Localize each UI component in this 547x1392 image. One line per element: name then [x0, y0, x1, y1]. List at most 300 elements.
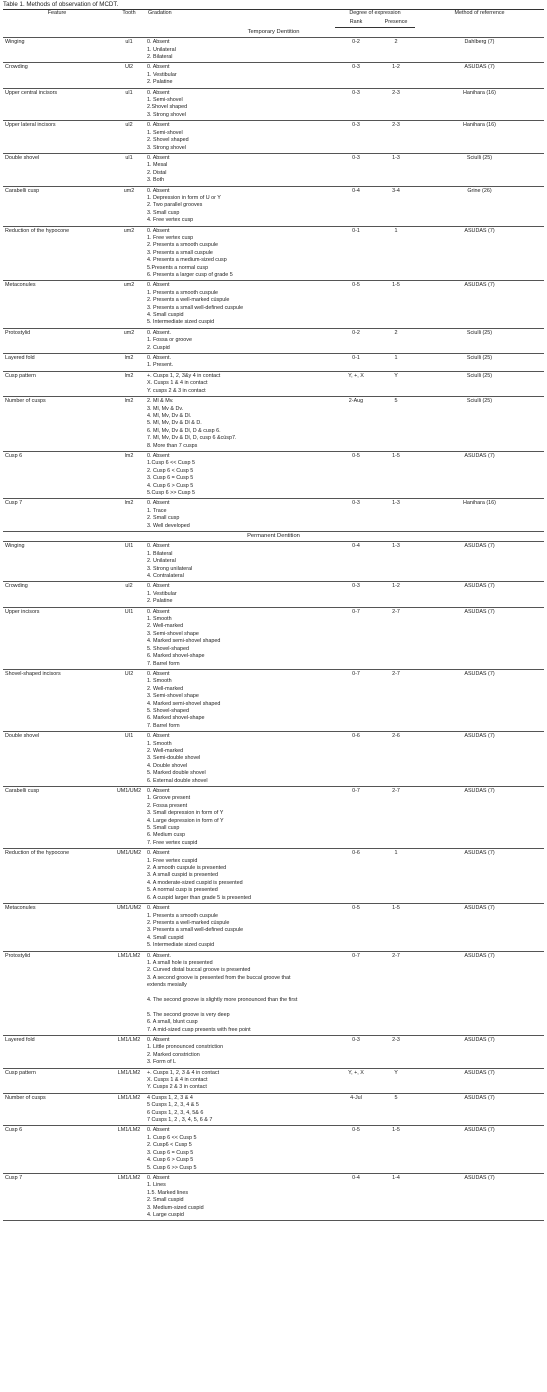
gradation-line: 0. Absent [147, 227, 170, 234]
presence-cell: 2 [377, 38, 415, 63]
gradation-cell [147, 451, 335, 498]
gradation-line: 1. Fossa or groove [147, 337, 192, 344]
gradation-cell [147, 1068, 335, 1093]
gradation-line: 3. Medium-sized cuspid [147, 1204, 204, 1211]
feature-cell: Winging [3, 542, 111, 582]
reference-cell: ASUDAS (7) [415, 542, 544, 582]
tooth-cell: ul1 [111, 88, 147, 121]
gradation-line: 1. Cusp 6 << Cusp 5 [147, 1134, 197, 1141]
feature-cell: Layered fold [3, 354, 111, 372]
gradation-line: 1. Smooth [147, 740, 172, 747]
gradation-line: X. Cusps 1 & 4 in contact [147, 1077, 208, 1084]
gradation-cell [147, 849, 335, 904]
feature-cell: Protostylid [3, 328, 111, 353]
presence-cell: 1-3 [377, 542, 415, 582]
presence-cell: 1 [377, 849, 415, 904]
gradation-line: 0. Absent. [147, 329, 171, 336]
rank-cell: Y, +, X [335, 1068, 377, 1093]
presence-cell: 1-2 [377, 582, 415, 607]
reference-cell: Hanihara (16) [415, 499, 544, 532]
presence-cell: 1-3 [377, 499, 415, 532]
feature-cell: Cusp 7 [3, 499, 111, 532]
feature-cell: Cusp 6 [3, 451, 111, 498]
gradation-line: 1. Lines [147, 1182, 166, 1189]
gradation-line: 4 Cusps 1, 2, 3 & 4 [147, 1094, 193, 1101]
tooth-cell: lm2 [111, 354, 147, 372]
gradation-line: 0. Absent [147, 1174, 170, 1181]
rank-cell: 0-4 [335, 1173, 377, 1220]
gradation-line: 1. Presents a smooth cuspule [147, 289, 219, 296]
tooth-cell: um2 [111, 328, 147, 353]
gradation-line: 7. Free vertex cuspid [147, 839, 198, 846]
presence-cell: 2-3 [377, 88, 415, 121]
reference-cell: ASUDAS (7) [415, 951, 544, 1035]
gradation-line: 2. Curved distal buccal groove is presented [147, 967, 251, 974]
gradation-line: 6 Cusps 1, 2, 3, 4, 5& 6 [147, 1109, 204, 1116]
presence-cell: 1-3 [377, 153, 415, 186]
gradation-line: 2. Cusp6 < Cusp 5 [147, 1142, 192, 1149]
gradation-line: 4. Free vertex cusp [147, 217, 194, 224]
gradation-line: 4. Double shovel [147, 762, 188, 769]
gradation-line: 2. Ml & Mv. [147, 398, 174, 405]
gradation-line [147, 990, 335, 997]
presence-cell: 2-7 [377, 607, 415, 669]
gradation-cell [147, 153, 335, 186]
table-row [3, 121, 544, 154]
reference-cell: ASUDAS (7) [415, 63, 544, 88]
feature-cell: Cusp pattern [3, 1068, 111, 1093]
table-row [3, 607, 544, 669]
reference-cell: Sciulli (25) [415, 354, 544, 372]
gradation-line: 2. Bilateral [147, 54, 173, 61]
gradation-line: 0. Absent [147, 850, 170, 857]
tooth-cell: UI2 [111, 669, 147, 731]
presence-cell: 1-5 [377, 451, 415, 498]
feature-cell: Carabelli cusp [3, 186, 111, 226]
gradation-line: 2. Palatine [147, 79, 173, 86]
table-row [3, 542, 544, 582]
gradation-line: 6. Presents a larger cusp of grade 5 [147, 272, 233, 278]
table-row [3, 281, 544, 328]
gradation-cell [147, 904, 335, 951]
gradation-line: 5. Shovel-shaped [147, 707, 189, 714]
feature-cell: Double shovel [3, 732, 111, 787]
presence-cell: 2-7 [377, 951, 415, 1035]
gradation-cell [147, 88, 335, 121]
gradation-line: 7. Barrel form [147, 660, 180, 667]
gradation-cell [147, 38, 335, 63]
gradation-line: Y. cusps 2 & 3 in contact [147, 387, 206, 394]
gradation-line: 5. Intermediate sized cuspid [147, 319, 215, 326]
gradation-cell [147, 607, 335, 669]
presence-cell: Y [377, 371, 415, 396]
gradation-line: 0. Absent [147, 543, 170, 550]
feature-cell: Double shovel [3, 153, 111, 186]
tooth-cell: UM1/UM2 [111, 849, 147, 904]
presence-cell: 1-2 [377, 63, 415, 88]
feature-cell: Number of cusps [3, 397, 111, 452]
gradation-line: 4. Small cuspid [147, 312, 184, 319]
gradation-line: 0. Absent [147, 154, 170, 161]
gradation-line: 4. A moderate-sized cuspid is presented [147, 879, 243, 886]
table-row [3, 63, 544, 88]
tooth-cell: UI1 [111, 607, 147, 669]
presence-cell: 2-7 [377, 787, 415, 849]
gradation-line: +. Cusps 1, 2, 3&y 4 in contact [147, 372, 221, 379]
gradation-line: 1. Groove present [147, 795, 191, 802]
gradation-cell [147, 121, 335, 154]
rank-cell: 4-Jul [335, 1093, 377, 1126]
feature-cell: Shovel-shaped incisors [3, 669, 111, 731]
gradation-line: 3. Cusp 6 = Cusp 5 [147, 475, 194, 482]
gradation-cell [147, 669, 335, 731]
gradation-line: 3. Strong shovel [147, 144, 186, 151]
rank-cell: 0-6 [335, 732, 377, 787]
gradation-line: 1. Little pronounced constriction [147, 1044, 224, 1051]
rank-cell: Y, +, X [335, 371, 377, 396]
table-row [3, 1068, 544, 1093]
gradation-line: 3. Small cusp [147, 209, 180, 216]
presence-cell: 1 [377, 354, 415, 372]
gradation-line: 1.5. Marked lines [147, 1189, 189, 1196]
gradation-cell [147, 1126, 335, 1173]
gradation-cell [147, 732, 335, 787]
gradation-line: +. Cusps 1, 2, 3 & 4 in contact [147, 1069, 220, 1076]
rank-cell: 0-7 [335, 669, 377, 731]
gradation-line: Y. Cusps 2 & 3 in contact [147, 1084, 207, 1091]
gradation-line: 2. Cuspid [147, 344, 170, 351]
gradation-cell [147, 499, 335, 532]
gradation-line: 4. Large cuspid [147, 1211, 184, 1218]
presence-cell: 1-5 [377, 281, 415, 328]
gradation-line: 1. Semi-shovel [147, 129, 183, 136]
tooth-cell: lm2 [111, 451, 147, 498]
gradation-cell [147, 582, 335, 607]
gradation-line: 6. Ml, Mv, Dv & Dl, D & cusp 6. [147, 427, 221, 434]
feature-cell: Protostylid [3, 951, 111, 1035]
mcdt-table [3, 9, 544, 1221]
feature-cell: Upper central incisors [3, 88, 111, 121]
gradation-line: 2. A smooth cuspule is presented [147, 865, 227, 872]
rank-cell: 0-3 [335, 63, 377, 88]
rank-cell: 0-5 [335, 281, 377, 328]
table-row [3, 1173, 544, 1220]
feature-cell: Carabelli cusp [3, 787, 111, 849]
table-row [3, 499, 544, 532]
table-row [3, 732, 544, 787]
gradation-line: 3. Presents a small well-defined cuspule [147, 927, 244, 934]
gradation-line: 3. Presents a small well-defined cuspule [147, 304, 244, 311]
reference-cell: ASUDAS (7) [415, 732, 544, 787]
rank-cell: 0-3 [335, 121, 377, 154]
rank-cell: 0-7 [335, 951, 377, 1035]
gradation-line: 5. Cusp 6 >> Cusp 5 [147, 1164, 197, 1171]
tooth-cell: ul2 [111, 582, 147, 607]
gradation-line: 4. Cusp 6 > Cusp 5 [147, 482, 194, 489]
gradation-line: 2. Distal [147, 169, 167, 176]
presence-cell: 2-6 [377, 732, 415, 787]
gradation-line: 4. Cusp 6 > Cusp 5 [147, 1157, 194, 1164]
gradation-line: 1. A small hole is presented [147, 959, 213, 966]
section-row [3, 532, 544, 542]
reference-cell: ASUDAS (7) [415, 1036, 544, 1069]
gradation-line: 1. Vestibular [147, 590, 177, 597]
presence-cell: 5 [377, 1093, 415, 1126]
feature-cell: Crowding [3, 582, 111, 607]
gradation-line: 7 Cusps 1, 2 , 3, 4, 5, 6 & 7 [147, 1117, 213, 1124]
header-tooth: Tooth [111, 10, 147, 28]
gradation-line: 2.Shovel shaped [147, 104, 188, 111]
feature-cell: Cusp 7 [3, 1173, 111, 1220]
gradation-line: 0. Absent [147, 500, 170, 507]
gradation-line: 1.Cusp 6 << Cusp 5 [147, 460, 195, 467]
feature-cell: Number of cusps [3, 1093, 111, 1126]
presence-cell: 2 [377, 328, 415, 353]
gradation-line: 4. The second groove is slightly more pronounced than the first [147, 996, 298, 1003]
tooth-cell: lm2 [111, 371, 147, 396]
gradation-cell [147, 281, 335, 328]
gradation-line: 0. Absent [147, 583, 170, 590]
header-presence: Presence [377, 18, 415, 27]
gradation-line: 2. Presents a well-marked cúspule [147, 919, 230, 926]
reference-cell: Hanihara (16) [415, 88, 544, 121]
gradation-line: 2. Small cusp [147, 515, 180, 522]
gradation-line: 5.Presents a normal cusp [147, 264, 209, 271]
table-row [3, 669, 544, 731]
gradation-line: 4. Large depression in form of Y [147, 817, 224, 824]
tooth-cell: um2 [111, 186, 147, 226]
rank-cell: 0-4 [335, 542, 377, 582]
presence-cell: 1-5 [377, 904, 415, 951]
reference-cell: Hanihara (16) [415, 121, 544, 154]
feature-cell: Winging [3, 38, 111, 63]
table-row [3, 397, 544, 452]
gradation-line: 0. Absent [147, 39, 170, 46]
table-row [3, 787, 544, 849]
gradation-line: 1. Present. [147, 362, 174, 369]
gradation-cell [147, 63, 335, 88]
reference-cell: ASUDAS (7) [415, 1068, 544, 1093]
gradation-line: 5. Marked double shovel [147, 770, 206, 777]
gradation-line: 4. Contralateral [147, 573, 184, 580]
gradation-line: 0. Absent [147, 1127, 170, 1134]
presence-cell: 1 [377, 226, 415, 281]
gradation-line [147, 1004, 335, 1011]
gradation-line: 2. Small cuspid [147, 1197, 184, 1204]
gradation-cell [147, 951, 335, 1035]
gradation-line: 1. Depression in form of U or Y [147, 194, 221, 201]
reference-cell: ASUDAS (7) [415, 1093, 544, 1126]
tooth-cell: LM1/LM2 [111, 951, 147, 1035]
presence-cell: 1-5 [377, 1126, 415, 1173]
gradation-line: 0. Absent [147, 282, 170, 289]
gradation-line: 1. Trace [147, 507, 167, 514]
rank-cell: 0-4 [335, 186, 377, 226]
gradation-line: 1. Smooth [147, 616, 172, 623]
rank-cell: 0-3 [335, 153, 377, 186]
presence-cell: 2-3 [377, 121, 415, 154]
gradation-cell [147, 328, 335, 353]
gradation-line: 0. Absent. [147, 952, 171, 959]
rank-cell: 0-2 [335, 328, 377, 353]
gradation-line: 2. Well-marked [147, 685, 184, 692]
tooth-cell: LM1/LM2 [111, 1093, 147, 1126]
reference-cell: ASUDAS (7) [415, 226, 544, 281]
reference-cell: ASUDAS (7) [415, 281, 544, 328]
table-caption: Table 1. Methods of observation of MCDT. [3, 1, 119, 8]
feature-cell: Crowding [3, 63, 111, 88]
gradation-line: extends mesially [147, 982, 187, 989]
gradation-line: 2. Well-marked [147, 623, 184, 630]
gradation-line: 6. Medium cusp [147, 832, 186, 839]
gradation-cell [147, 226, 335, 281]
feature-cell: Cusp pattern [3, 371, 111, 396]
tooth-cell: lm2 [111, 499, 147, 532]
gradation-line: 0. Absent. [147, 355, 171, 362]
table-row [3, 951, 544, 1035]
gradation-line: 1. Semi-shovel [147, 97, 183, 104]
gradation-line: 2. Palatine [147, 598, 173, 605]
presence-cell: 5 [377, 397, 415, 452]
gradation-line: 5.Cusp 6 >> Cusp 5 [147, 489, 195, 496]
gradation-line: 0. Absent [147, 452, 170, 459]
gradation-line: 1. Smooth [147, 678, 172, 685]
header-method: Method of referrence [415, 10, 544, 28]
tooth-cell: LM1/LM2 [111, 1036, 147, 1069]
table-row [3, 371, 544, 396]
table-row [3, 582, 544, 607]
gradation-line: 5. Shovel-shaped [147, 645, 189, 652]
reference-cell: ASUDAS (7) [415, 451, 544, 498]
gradation-cell [147, 371, 335, 396]
rank-cell: 0-3 [335, 1036, 377, 1069]
table-row [3, 849, 544, 904]
presence-cell: Y [377, 1068, 415, 1093]
gradation-line: 4. Ml, Mv, Dv & Dl. [147, 412, 192, 419]
gradation-line: 4. Presents a medium-sized cusp [147, 257, 227, 264]
gradation-line: 2. Unilateral [147, 558, 176, 565]
table-row [3, 354, 544, 372]
rank-cell: 0-7 [335, 787, 377, 849]
gradation-line: 0. Absent [147, 733, 170, 740]
reference-cell: ASUDAS (7) [415, 904, 544, 951]
gradation-line: 0. Absent [147, 122, 170, 129]
gradation-line: 1. Bilateral [147, 550, 173, 557]
gradation-line: 3. Both [147, 177, 165, 184]
tooth-cell: UI1 [111, 542, 147, 582]
gradation-line: 7. A mid-sized cusp presents with free point [147, 1026, 251, 1033]
gradation-line: 7. Barrel form [147, 722, 180, 729]
gradation-line: 3. Well developed [147, 522, 190, 529]
reference-cell: ASUDAS (7) [415, 849, 544, 904]
presence-cell: 1-4 [377, 1173, 415, 1220]
gradation-cell [147, 1173, 335, 1220]
feature-cell: Upper incisors [3, 607, 111, 669]
reference-cell: Sciulli (25) [415, 371, 544, 396]
feature-cell: Metaconules [3, 281, 111, 328]
rank-cell: 0-3 [335, 499, 377, 532]
rank-cell: 0-3 [335, 582, 377, 607]
gradation-line: 1. Mesal [147, 162, 168, 169]
reference-cell: ASUDAS (7) [415, 582, 544, 607]
gradation-line: 3. Strong shovel [147, 111, 186, 118]
gradation-line: 1. Unilateral [147, 46, 176, 53]
tooth-cell: um2 [111, 226, 147, 281]
reference-cell: Dahlberg (7) [415, 38, 544, 63]
presence-cell: 3-4 [377, 186, 415, 226]
header-rank: Rank [335, 18, 377, 27]
gradation-line: 8. More than 7 cusps [147, 442, 198, 449]
table-row [3, 328, 544, 353]
reference-cell: ASUDAS (7) [415, 787, 544, 849]
table-row [3, 186, 544, 226]
tooth-cell: LM1/LM2 [111, 1068, 147, 1093]
table-row [3, 88, 544, 121]
gradation-line: 0. Absent [147, 788, 170, 794]
gradation-line: 0. Absent [147, 670, 170, 677]
gradation-line: 2. Cusp 6 < Cusp 5 [147, 467, 194, 474]
gradation-line: 3. Form of L [147, 1059, 177, 1066]
table-row [3, 1126, 544, 1173]
presence-cell: 2-3 [377, 1036, 415, 1069]
gradation-line: 1. Free vertex cusp [147, 234, 194, 241]
table-row [3, 1036, 544, 1069]
rank-cell: 0-5 [335, 1126, 377, 1173]
tooth-cell: UM1/UM2 [111, 787, 147, 849]
gradation-line: 0. Absent [147, 89, 170, 96]
table-row [3, 451, 544, 498]
gradation-line: 5. Small cusp [147, 825, 180, 832]
gradation-line: 3. A small cuspid is presented [147, 872, 219, 879]
header-gradation: Gradation [147, 10, 335, 28]
gradation-cell [147, 542, 335, 582]
table-row [3, 904, 544, 951]
section-title: Permanent Dentition [3, 532, 544, 542]
reference-cell: ASUDAS (7) [415, 607, 544, 669]
gradation-line: 5. Intermediate sized cuspid [147, 942, 215, 949]
gradation-line: 0. Absent [147, 1037, 170, 1043]
gradation-line: 3. Ml, Mv & Dv. [147, 405, 184, 412]
gradation-line: 5. Ml, Mv, Dv & Dl & D. [147, 420, 202, 427]
table-body [3, 27, 544, 1221]
feature-cell: Reduction of the hypocone [3, 849, 111, 904]
tooth-cell: LM1/LM2 [111, 1173, 147, 1220]
rank-cell: 2-Aug [335, 397, 377, 452]
gradation-cell [147, 354, 335, 372]
gradation-line: 0. Absent [147, 187, 170, 194]
rank-cell: 0-5 [335, 451, 377, 498]
tooth-cell: ul2 [111, 121, 147, 154]
gradation-line: 2. Shovel shaped [147, 137, 189, 144]
gradation-line: 7. Ml, Mv, Dv & Dl, D, cusp 6 &cúsp7. [147, 435, 237, 442]
tooth-cell: UI1 [111, 732, 147, 787]
gradation-line: 6. External double shovel [147, 777, 208, 784]
feature-cell: Layered fold [3, 1036, 111, 1069]
gradation-line: X. Cusps 1 & 4 in contact [147, 380, 208, 387]
gradation-cell [147, 397, 335, 452]
table-row [3, 1093, 544, 1126]
table-row [3, 226, 544, 281]
gradation-line: 3. Cusp 6 = Cusp 5 [147, 1149, 194, 1156]
rank-cell: 0-1 [335, 354, 377, 372]
gradation-cell [147, 1036, 335, 1069]
table-row [3, 153, 544, 186]
tooth-cell: lm2 [111, 397, 147, 452]
header-feature: Feature [3, 10, 111, 28]
gradation-line: 6. Marked shovel-shape [147, 653, 205, 660]
reference-cell: Grine (26) [415, 186, 544, 226]
gradation-line: 4. Marked semi-shovel shaped [147, 700, 221, 707]
